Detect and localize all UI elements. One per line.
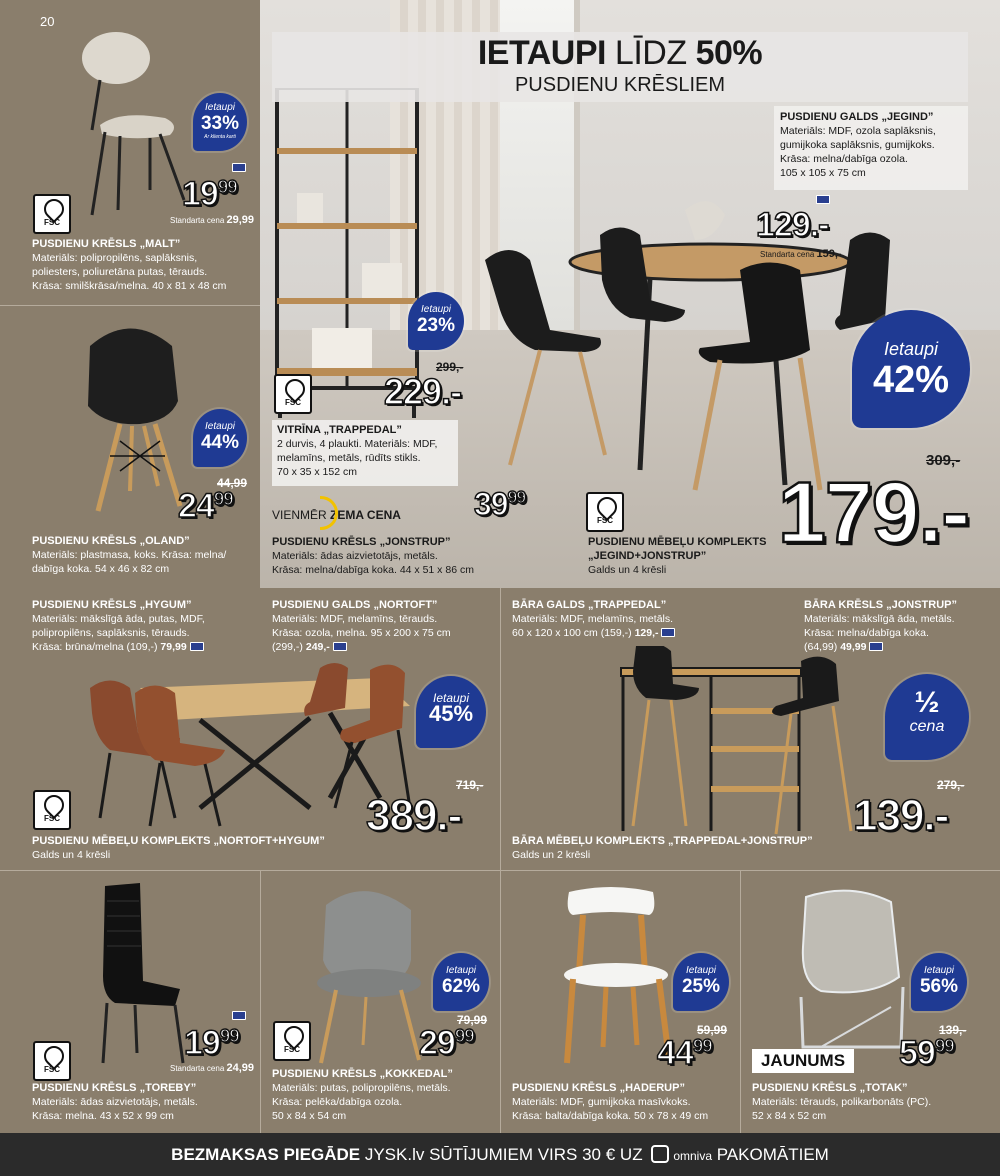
haderup-panel	[501, 871, 740, 1133]
hygum-info: PUSDIENU KRĒSLS „HYGUM” Materiāls: mākslīgā āda, putas, MDF, polipropilēns, saplāksnis, tērauds. Krāsa: brūna/melna (109,-) 79,99	[32, 599, 205, 653]
toreby-standard-price: Standarta cena 24,99	[170, 1062, 255, 1074]
club-card-icon	[232, 163, 246, 172]
bar-set-price: 139.-	[853, 791, 949, 840]
oland-price: $24^{99}$	[178, 487, 233, 525]
toreby-chair-image	[95, 881, 195, 1066]
headline-line1: IETAUPI LĪDZ 50%	[477, 34, 763, 72]
totak-old-price: 139,-	[939, 1023, 967, 1037]
trappedal-price: 229.-	[384, 371, 462, 412]
jegind-set-old-price: 309,-	[926, 452, 961, 469]
jonstrup-info: PUSDIENU KRĒSLS „JONSTRUP” Materiāls: ādas aizvietotājs, metāls. Krāsa: melna/dabīga koka. 44 x 51 x 86 cm	[272, 536, 474, 576]
kokkedal-old-price: 79,99	[457, 1013, 488, 1027]
malt-title: PUSDIENU KRĒSLS „MALT”	[32, 238, 181, 250]
haderup-savings-badge: Ietaupi 25%	[673, 953, 729, 1011]
new-badge: JAUNUMS	[752, 1049, 854, 1073]
omniva-logo-icon	[651, 1145, 669, 1163]
delivery-footer: BEZMAKSAS PIEGĀDE JYSK.lv SŪTĪJUMIEM VIRS 30 € UZ omniva PAKOMĀTIEM	[0, 1133, 1000, 1176]
toreby-panel	[0, 871, 260, 1133]
toreby-info: PUSDIENU KRĒSLS „TOREBY” Materiāls: ādas aizvietotājs, metāls. Krāsa: melna. 43 x 52 x 99 cm	[32, 1082, 198, 1122]
totak-chair-image	[791, 887, 921, 1057]
jegind-table-price: 129.-	[756, 206, 829, 244]
haderup-info: PUSDIENU KRĒSLS „HADERUP” Materiāls: MDF, gumijkoka masīvkoks. Krāsa: balta/dabīga koka. 50 x 78 x 49 cm	[512, 1082, 709, 1122]
trappedal-old-price: 299,-	[436, 360, 464, 374]
headline-line2: PUSDIENU KRĒSLIEM	[514, 74, 726, 96]
oland-info: PUSDIENU KRĒSLS „OLAND” Materiāls: plastmasa, koks. Krāsa: melna/ dabīga koka. 54 x 46 x 82 cm	[32, 535, 227, 575]
nortoft-set-savings-badge: Ietaupi 45%	[416, 676, 486, 748]
page-number: 20	[40, 14, 55, 29]
malt-savings-badge: Ietaupi 33% Ar klienta karti	[193, 93, 247, 151]
bar-set-info: BĀRA MĒBEĻU KOMPLEKTS „TRAPPEDAL+JONSTRUP” Galds un 2 krēsli	[512, 835, 813, 861]
headline-box	[272, 32, 968, 102]
trappedal-savings-badge: Ietaupi 23%	[408, 292, 464, 350]
oland-title: PUSDIENU KRĒSLS „OLAND”	[32, 535, 190, 547]
bar-set-image	[611, 646, 871, 836]
malt-price: $19^{99}$	[182, 175, 237, 213]
fsc-logo-icon: FSC	[33, 194, 71, 234]
nortoft-info: PUSDIENU GALDS „NORTOFT” Materiāls: MDF, melamīns, tērauds. Krāsa: ozola, melna. 95 x 200 x 75 cm (299,-) 249,-	[272, 599, 451, 653]
dining-room-scene	[260, 0, 1000, 588]
nortoft-set-info: PUSDIENU MĒBEĻU KOMPLEKTS „NORTOFT+HYGUM” Galds un 4 krēsli	[32, 835, 325, 861]
jegind-set-price: 179.-	[778, 465, 970, 561]
haderup-old-price: 59,99	[697, 1023, 728, 1037]
trappedal-info: VITRĪNA „TRAPPEDAL” 2 durvis, 4 plaukti. Materiāls: MDF, melamīns, metāls, rūdīts stikls. 70 x 35 x 152 cm	[272, 420, 458, 486]
nortoft-set-price: 389.-	[366, 791, 462, 840]
club-card-icon	[816, 195, 830, 204]
fsc-logo-icon: FSC	[33, 790, 71, 830]
kokkedal-savings-badge: Ietaupi 62%	[433, 953, 489, 1011]
fsc-logo-icon: FSC	[33, 1041, 71, 1081]
bar-set-panel	[501, 588, 1000, 870]
malt-standard-price: Standarta cena 29,99	[170, 214, 255, 226]
totak-panel	[741, 871, 1000, 1133]
bar-set-old-price: 279,-	[937, 778, 965, 792]
vienmer-zema-cena-logo: VIENMĒR ZEMA CENA	[272, 508, 401, 522]
toreby-price: $19^{99}$	[184, 1024, 239, 1062]
malt-info: PUSDIENU KRĒSLS „MALT” Materiāls: polipropilēns, saplāksnis, poliesters, poliuretāna putas, tērauds. Krāsa: smilškrāsa/melna. 40 x 81 x 48 cm	[32, 238, 227, 292]
trappedal-bar-info: BĀRA GALDS „TRAPPEDAL” Materiāls: MDF, melamīns, metāls. 60 x 120 x 100 cm (159,-) 129,-	[512, 598, 675, 640]
nortoft-hygum-panel	[0, 588, 500, 870]
kokkedal-panel	[261, 871, 500, 1133]
jegind-set-info: PUSDIENU MĒBEĻU KOMPLEKTS „JEGIND+JONSTRUP” Galds un 4 krēsli	[588, 536, 767, 576]
bar-set-half-price-badge: ½ cena	[885, 674, 969, 760]
oland-savings-badge: Ietaupi 44%	[193, 409, 247, 467]
kokkedal-info: PUSDIENU KRĒSLS „KOKKEDAL” Materiāls: putas, polipropilēns, metāls. Krāsa: pelēka/dabīga ozola. 50 x 84 x 54 cm	[272, 1068, 453, 1122]
jonstrup-bar-info: BĀRA KRĒSLS „JONSTRUP” Materiāls: mākslīgā āda, metāls. Krāsa: melna/dabīga koka. (64,99) 49,99	[804, 599, 957, 653]
nortoft-set-old-price: 719,-	[456, 778, 484, 792]
oland-chair-image	[80, 316, 200, 516]
haderup-price: $44^{99}$	[657, 1034, 712, 1072]
oland-old-price: 44,99	[217, 476, 248, 490]
jegind-table-info: PUSDIENU GALDS „JEGIND” Materiāls: MDF, ozola saplāksnis, gumijkoka saplāksnis, gumijkoks. Krāsa: melna/dabīga ozola. 105 x 105 x 75 cm	[774, 106, 968, 190]
kokkedal-price: $29^{99}$	[419, 1024, 474, 1062]
malt-panel	[0, 0, 260, 305]
jegind-set-savings-badge: Ietaupi 42%	[852, 310, 970, 428]
fsc-logo-icon: FSC	[274, 374, 312, 414]
fsc-logo-icon: FSC	[273, 1021, 311, 1061]
kokkedal-chair-image	[311, 885, 431, 1065]
trappedal-cabinet-image	[272, 88, 422, 418]
oland-panel	[0, 306, 260, 588]
jonstrup-price: $39^{99}$	[474, 486, 526, 522]
totak-savings-badge: Ietaupi 56%	[911, 953, 967, 1011]
fsc-logo-icon: FSC	[586, 492, 624, 532]
totak-info: PUSDIENU KRĒSLS „TOTAK” Materiāls: tērauds, polikarbonāts (PC). 52 x 84 x 52 cm	[752, 1082, 932, 1122]
club-card-icon	[232, 1011, 246, 1020]
totak-price: $59^{99}$	[899, 1034, 954, 1072]
jegind-table-standard-price: Standarta cena 159,-	[760, 248, 842, 260]
